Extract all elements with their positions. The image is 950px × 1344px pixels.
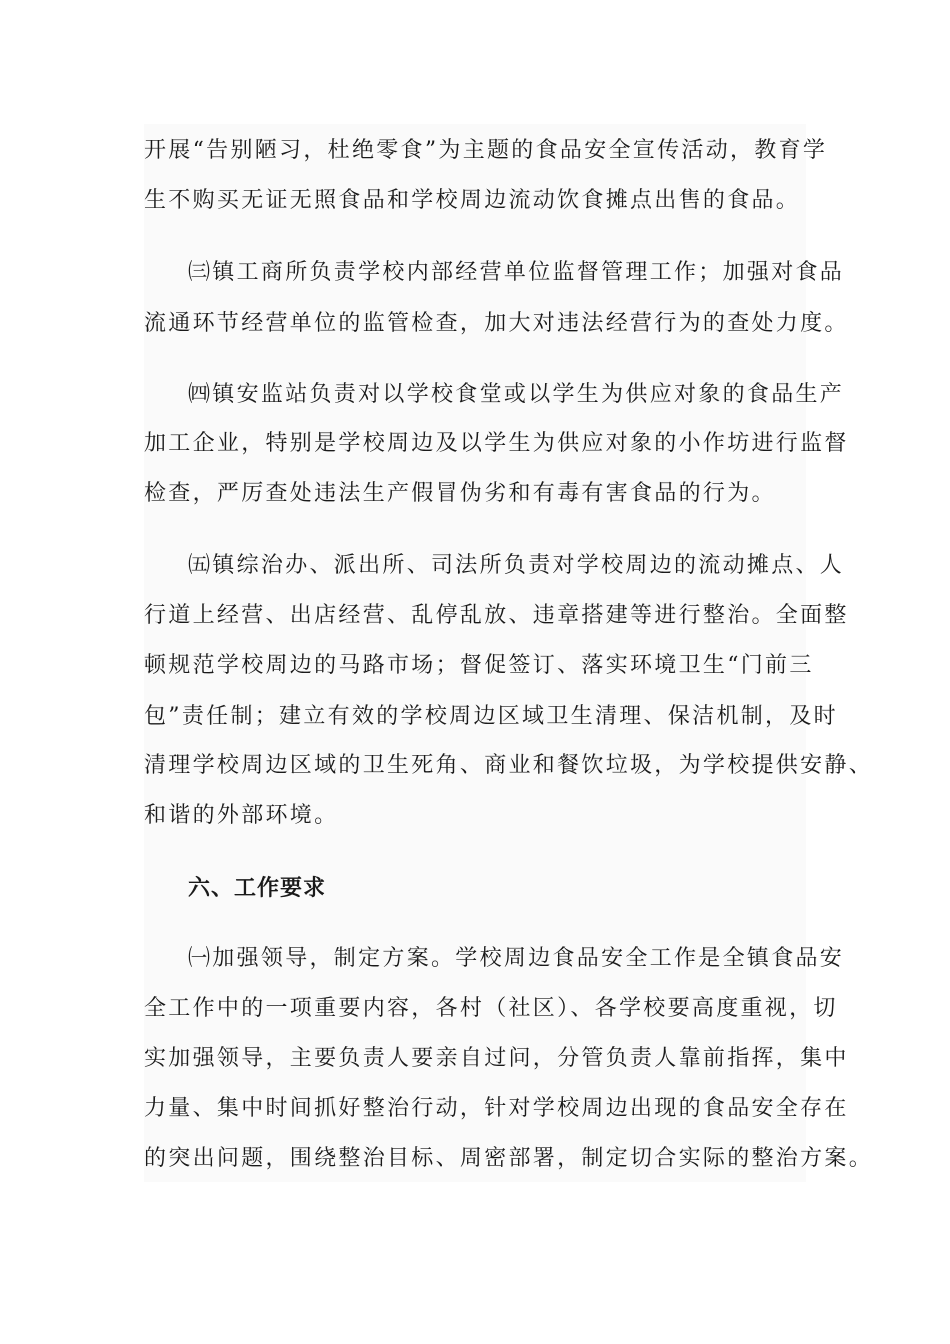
paragraph-line: ㈣镇安监站负责对以学校食堂或以学生为供应对象的食品生产 bbox=[188, 382, 845, 407]
paragraph-line: 开展“告别陋习，杜绝零食”为主题的食品安全宣传活动，教育学 bbox=[144, 138, 828, 163]
paragraph-line: 全工作中的一项重要内容，各村（社区）、各学校要高度重视，切 bbox=[144, 996, 838, 1021]
paragraph-line: 行道上经营、出店经营、乱停乱放、违章搭建等进行整治。全面整 bbox=[144, 603, 849, 628]
paragraph-line: 力量、集中时间抓好整治行动，针对学校周边出现的食品安全存在 bbox=[144, 1096, 849, 1121]
paragraph-line: ㈤镇综治办、派出所、司法所负责对学校周边的流动摊点、人 bbox=[188, 553, 845, 578]
paragraph-line: 包”责任制；建立有效的学校周边区域卫生清理、保洁机制，及时 bbox=[144, 704, 838, 729]
paragraph-line: 清理学校周边区域的卫生死角、商业和餐饮垃圾，为学校提供安静、 bbox=[144, 753, 874, 778]
paragraph-line: 生不购买无证无照食品和学校周边流动饮食摊点出售的食品。 bbox=[144, 188, 801, 213]
paragraph-line: 的突出问题，围绕整治目标、周密部署，制定切合实际的整治方案。 bbox=[144, 1146, 874, 1171]
paragraph-line: 流通环节经营单位的监管检查，加大对违法经营行为的查处力度。 bbox=[144, 311, 849, 336]
paragraph-line: 顿规范学校周边的马路市场；督促签订、落实环境卫生“门前三 bbox=[144, 653, 814, 678]
section-heading: 六、工作要求 bbox=[188, 876, 327, 901]
paragraph-line: 实加强领导，主要负责人要亲自过问，分管负责人靠前指挥，集中 bbox=[144, 1046, 849, 1071]
paragraph-line: 和谐的外部环境。 bbox=[144, 803, 339, 828]
paragraph-line: 检查，严厉查处违法生产假冒伪劣和有毒有害食品的行为。 bbox=[144, 481, 776, 506]
paragraph-line: ㈢镇工商所负责学校内部经营单位监督管理工作；加强对食品 bbox=[188, 260, 845, 285]
paragraph-line: 加工企业，特别是学校周边及以学生为供应对象的小作坊进行监督 bbox=[144, 431, 849, 456]
document-body bbox=[144, 124, 874, 1182]
paragraph-line: ㈠加强领导，制定方案。学校周边食品安全工作是全镇食品安 bbox=[188, 946, 845, 971]
